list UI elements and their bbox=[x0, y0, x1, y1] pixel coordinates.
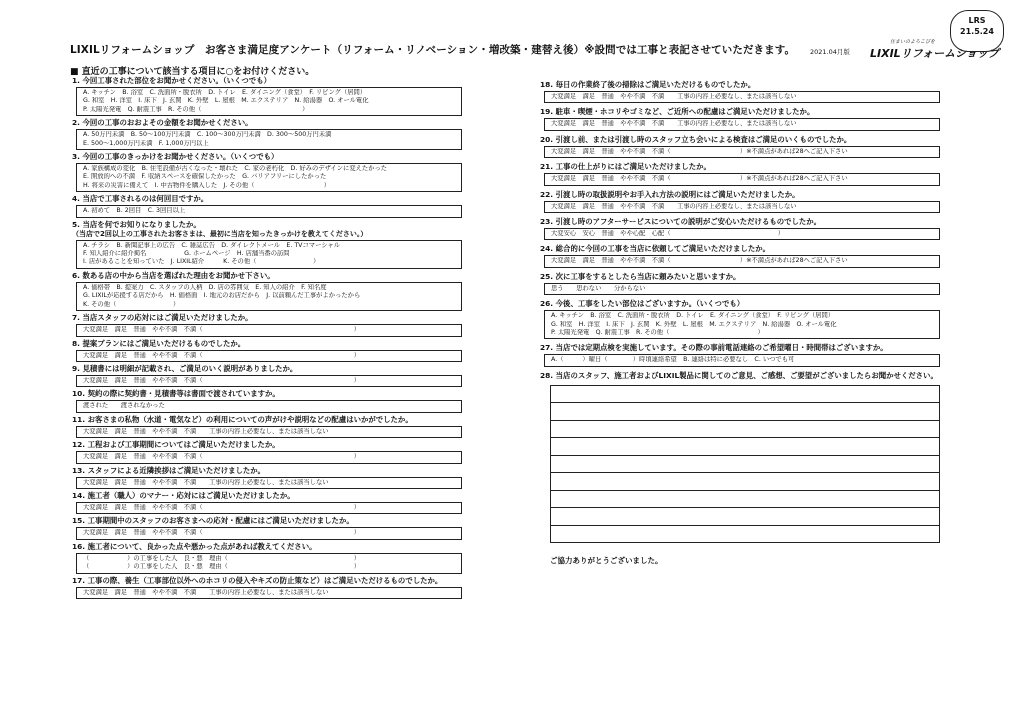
answer-options: 大変満足 満足 普通 やや不満 不満（ ） bbox=[83, 326, 361, 334]
question-left-5 bbox=[72, 271, 462, 311]
question-left-10 bbox=[72, 415, 462, 438]
question-text: 11. お客さまの私物（水道・電気など）の利用についての声がけや説明などの配慮はいかがでしたか。 bbox=[72, 414, 413, 424]
answer-options: A. 50万円未満 B. 50～100万円未満 C. 100～300万円未満 D. 300～500万円未満 bbox=[83, 131, 332, 139]
question-left-8 bbox=[72, 364, 462, 387]
answer-options: K. その他（ ） bbox=[83, 300, 180, 308]
question-left-3 bbox=[72, 194, 462, 217]
answer-options: 大変安心 安心 普通 やや心配 心配（ ） bbox=[551, 230, 784, 238]
thanks-message: ご協力ありがとうございました。 bbox=[550, 556, 663, 566]
question-right-10 bbox=[540, 371, 940, 381]
logo-text: LIXILリフォームショップ bbox=[870, 47, 999, 60]
comment-line[interactable] bbox=[550, 385, 940, 403]
answer-box[interactable] bbox=[76, 129, 462, 150]
question-left-15 bbox=[72, 542, 462, 574]
answer-box[interactable] bbox=[76, 477, 462, 489]
answer-box[interactable] bbox=[76, 282, 462, 311]
answer-options: 大変満足 満足 普通 やや不満 不満 工事の内容上必要なし、または該当しない bbox=[551, 202, 797, 210]
answer-box[interactable] bbox=[544, 118, 940, 130]
question-right-3 bbox=[540, 162, 940, 185]
question-text: 2. 今回の工事のおおよその金額をお聞かせください。 bbox=[72, 118, 253, 128]
answer-options: 大変満足 満足 普通 やや不満 不満（ ） bbox=[83, 529, 361, 537]
question-text: 26. 今後、工事をしたい部位はございますか。（いくつでも） bbox=[540, 299, 745, 309]
answer-box[interactable] bbox=[76, 502, 462, 514]
answer-options: A. 家族構成の変化 B. 住宅設備が古くなった・壊れた C. 家の老朽化 D. 好みのデザインに変えたかった bbox=[83, 165, 388, 173]
answer-box[interactable] bbox=[76, 350, 462, 362]
question-right-7 bbox=[540, 272, 940, 295]
stamp-line2: 21.5.24 bbox=[960, 27, 994, 36]
question-text: 1. 今回工事された部位をお聞かせください。（いくつでも） bbox=[72, 76, 271, 85]
survey-title: LIXILリフォームショップ お客さま満足度アンケート（リフォーム・リノベーション・増改築・建替え後）※設問では工事と表記させていただきます。 bbox=[70, 44, 796, 56]
answer-options: A. チラシ B. 新聞記事上の広告 C. 雑誌広告 D. ダイレクトメール E. TVコマーシャル bbox=[83, 241, 341, 249]
question-text: 9. 見積書には明細が記載され、ご満足のいく説明がありましたか。 bbox=[72, 363, 298, 373]
question-left-11 bbox=[72, 440, 462, 463]
answer-options: A. 価格帯 B. 提案力 C. スタッフの人柄 D. 店の雰囲気 E. 知人の紹介 F. 知名度 bbox=[83, 283, 327, 291]
answer-box[interactable] bbox=[544, 173, 940, 185]
comment-line[interactable] bbox=[550, 472, 940, 490]
answer-options: 大変満足 満足 普通 やや不満 不満（ ） bbox=[83, 503, 361, 511]
left-column bbox=[72, 76, 462, 601]
answer-options: 大変満足 満足 普通 やや不満 不満（ ）※不満点があれば28へご記入下さい bbox=[551, 175, 848, 183]
answer-box[interactable] bbox=[544, 354, 940, 366]
answer-options: H. 将来の災害に備えて I. 中古物件を購入した J. その他（ ） bbox=[83, 181, 331, 189]
question-left-1 bbox=[72, 118, 462, 150]
answer-box[interactable] bbox=[544, 91, 940, 103]
question-right-8 bbox=[540, 299, 940, 339]
question-right-9 bbox=[540, 343, 940, 366]
question-text: 23. 引渡し時のアフターサービスについての説明がご安心いただけるものでしたか。 bbox=[540, 217, 822, 227]
answer-options: A. キッチン B. 浴室 C. 洗面所・脱衣所 D. トイレ E. ダイニング（食堂） F. リビング（居間） bbox=[83, 89, 367, 96]
answer-box[interactable] bbox=[76, 400, 462, 412]
answer-options: F. 知人紹介に紹介掲名 G. ホームページ H. 店舗当番の訪問 bbox=[83, 250, 290, 258]
comment-line[interactable] bbox=[550, 490, 940, 508]
question-text: 14. 施工者（職人）のマナー・応対にはご満足いただけましたか。 bbox=[72, 490, 295, 500]
question-left-16 bbox=[72, 576, 462, 599]
question-text: 5. 当店を何でお知りになりましたか。 bbox=[72, 219, 201, 229]
question-text: 19. 駐車・喫煙・ホコリやゴミなど、ご近所への配慮はご満足いただけましたか。 bbox=[540, 107, 815, 117]
answer-options: E. 開放的への不満 F. 収納スペースを確保したかった G. バリアフリーにしたかった bbox=[83, 173, 327, 181]
question-text: 17. 工事の際、養生（工事部位以外へのホコリの侵入やキズの防止策など）はご満足いただけるものでしたか。 bbox=[72, 575, 443, 585]
question-text: 7. 当店スタッフの応対にはご満足いただけましたか。 bbox=[72, 313, 253, 323]
answer-box[interactable] bbox=[76, 163, 462, 192]
question-right-1 bbox=[540, 107, 940, 130]
question-text: 18. 毎日の作業終了後の掃除はご満足いただけるものでしたか。 bbox=[540, 80, 756, 89]
answer-options: （ ）の工事をした人 良・悪 理由（ ） bbox=[83, 563, 361, 571]
answer-options: 大変満足 満足 普通 やや不満 不満（ ）※不満点があれば28へご記入下さい bbox=[551, 257, 848, 265]
question-right-2 bbox=[540, 135, 940, 158]
question-text: 20. 引渡し前、または引渡し時のスタッフ立ち会いによる検査はご満足のいくものでしたか。 bbox=[540, 134, 852, 144]
answer-box[interactable] bbox=[76, 426, 462, 438]
answer-options: 渡された 渡されなかった bbox=[83, 402, 165, 410]
right-column bbox=[540, 80, 940, 566]
answer-box[interactable] bbox=[76, 527, 462, 539]
answer-box[interactable] bbox=[76, 324, 462, 336]
answer-options: 大変満足 満足 普通 やや不満 不満（ ） bbox=[83, 453, 361, 461]
question-text: 27. 当店では定期点検を実施しています。その際の事前電話連絡のご希望曜日・時間帯はございますか。 bbox=[540, 343, 888, 353]
question-text: 22. 引渡し時の取扱説明やお手入れ方法の説明にはご満足いただけましたか。 bbox=[540, 189, 800, 199]
stamp-line1: LRS bbox=[968, 16, 986, 25]
answer-options: 思う 思わない 分からない bbox=[551, 284, 646, 292]
question-left-14 bbox=[72, 516, 462, 539]
answer-options: G. 和室 H. 洋室 I. 床下 J. 玄関 K. 外壁 L. 屋根 M. エクステリア N. 給湯器 O. オール電化 bbox=[83, 97, 369, 105]
question-right-4 bbox=[540, 190, 940, 213]
answer-options: P. 太陽光発電 Q. 耐震工事 R. その他（ ） bbox=[83, 105, 309, 113]
question-text: 12. 工程および工事期間についてはご満足いただけましたか。 bbox=[72, 440, 280, 450]
question-text: 4. 当店で工事されるのは何回目ですか。 bbox=[72, 194, 209, 204]
answer-box[interactable] bbox=[76, 375, 462, 387]
comment-line[interactable] bbox=[550, 437, 940, 455]
answer-box[interactable] bbox=[76, 451, 462, 463]
answer-options: 大変満足 満足 普通 やや不満 不満（ ）※不満点があれば28へご記入下さい bbox=[551, 147, 848, 155]
question-text: 3. 今回の工事のきっかけをお聞かせください。（いくつでも） bbox=[72, 152, 279, 162]
answer-options: I. 店があることを知っていた J. LIXIL紹介 K. その他（ ） bbox=[83, 258, 320, 266]
comment-area[interactable] bbox=[550, 385, 940, 544]
question-text: 21. 工事の仕上がりにはご満足いただけましたか。 bbox=[540, 162, 711, 172]
answer-options: A.（ ）曜日（ ）時頃連絡希望 B. 連絡は特に必要なし C. いつでも可 bbox=[551, 356, 795, 364]
answer-box[interactable] bbox=[76, 240, 462, 269]
question-text: 28. 当店のスタッフ、施工者およびLIXIL製品に関してのご意見、ご感想、ご要望がございましたらお聞かせください。 bbox=[540, 370, 938, 380]
question-left-4 bbox=[72, 220, 462, 269]
answer-box[interactable] bbox=[544, 146, 940, 158]
question-right-5 bbox=[540, 217, 940, 240]
answer-box[interactable] bbox=[544, 228, 940, 240]
question-left-7 bbox=[72, 339, 462, 362]
question-text: 13. スタッフによる近隣挨拶はご満足いただけましたか。 bbox=[72, 465, 266, 475]
answer-options: 大変満足 満足 普通 やや不満 不満 工事の内容上必要なし、または該当しない bbox=[83, 427, 329, 435]
question-left-9 bbox=[72, 389, 462, 412]
answer-options: P. 太陽光発電 Q. 耐震工事 R. その他（ ） bbox=[551, 329, 764, 337]
question-text: 8. 提案プランにはご満足いただけるものでしたか。 bbox=[72, 338, 246, 348]
question-text: 16. 施工者について、良かった点や悪かった点があれば教えてください。 bbox=[72, 541, 317, 551]
date-stamp bbox=[950, 10, 1004, 52]
answer-box[interactable] bbox=[544, 201, 940, 213]
question-text: 24. 総合的に今回の工事を当店に依頼してご満足いただけましたか。 bbox=[540, 244, 770, 254]
question-left-13 bbox=[72, 491, 462, 514]
answer-box[interactable] bbox=[76, 553, 462, 574]
comment-line[interactable] bbox=[550, 420, 940, 438]
answer-options: A. キッチン B. 浴室 C. 洗面所・脱衣所 D. トイレ E. ダイニング（食堂） F. リビング（居間） bbox=[551, 312, 835, 320]
intro-instruction: ■ 直近の工事について該当する項目に○をお付けください。 bbox=[70, 67, 315, 77]
logo-tagline: 住まいのよろこびを bbox=[890, 39, 936, 45]
comment-line[interactable] bbox=[550, 525, 940, 544]
comment-line[interactable] bbox=[550, 455, 940, 473]
question-left-12 bbox=[72, 466, 462, 489]
question-subtext: （当店で2回以上の工事されたお客さまは、最初に当店を知ったきっかけを教えてください。） bbox=[72, 229, 368, 238]
version-label: 2021.04月版 bbox=[810, 48, 850, 56]
question-left-6 bbox=[72, 313, 462, 336]
answer-options: 大変満足 満足 普通 やや不満 不満（ ） bbox=[83, 376, 361, 384]
answer-box[interactable] bbox=[544, 310, 940, 339]
answer-box[interactable] bbox=[544, 255, 940, 267]
question-left-2 bbox=[72, 152, 462, 192]
question-text: 6. 数ある店の中から当店を選ばれた理由をお聞かせ下さい。 bbox=[72, 270, 275, 280]
answer-box[interactable] bbox=[76, 587, 462, 599]
answer-options: A. 初めて B. 2回目 C. 3回目以上 bbox=[83, 207, 186, 215]
answer-options: （ ）の工事をした人 良・悪 理由（ ） bbox=[83, 554, 361, 562]
answer-options: 大変満足 満足 普通 やや不満 不満 工事の内容上必要なし、または該当しない bbox=[551, 120, 797, 128]
question-right-6 bbox=[540, 244, 940, 267]
question-text: 25. 次に工事をするとしたら当店に頼みたいと思いますか。 bbox=[540, 271, 741, 281]
question-left-0 bbox=[72, 76, 462, 116]
answer-box[interactable] bbox=[544, 283, 940, 295]
answer-options: G. LIXILが応援する店だから H. 価格面 I. 地元のお店だから J. 以前頼んだ工事がよかったから bbox=[83, 292, 361, 300]
answer-box[interactable] bbox=[76, 205, 462, 217]
comment-line[interactable] bbox=[550, 402, 940, 420]
answer-options: 大変満足 満足 普通 やや不満 不満 工事の内容上必要なし、または該当しない bbox=[83, 478, 329, 486]
question-text: 10. 契約の際に契約書・見積書等は書面で渡されていますか。 bbox=[72, 389, 280, 399]
question-right-0 bbox=[540, 80, 940, 103]
answer-options: 大変満足 満足 普通 やや不満 不満（ ） bbox=[83, 351, 361, 359]
answer-options: 大変満足 満足 普通 やや不満 不満 工事の内容上必要なし、または該当しない bbox=[551, 93, 797, 100]
comment-line[interactable] bbox=[550, 507, 940, 525]
answer-box[interactable] bbox=[76, 87, 462, 116]
answer-options: E. 500～1,000万円未満 F. 1,000万円以上 bbox=[83, 139, 209, 147]
answer-options: 大変満足 満足 普通 やや不満 不満 工事の内容上必要なし、または該当しない bbox=[83, 588, 329, 596]
question-text: 15. 工事期間中のスタッフのお客さまへの応対・配慮にはご満足いただけましたか。 bbox=[72, 516, 354, 526]
answer-options: G. 和室 H. 洋室 I. 床下 J. 玄関 K. 外壁 L. 屋根 M. エクステリア N. 給湯器 O. オール電化 bbox=[551, 320, 837, 328]
